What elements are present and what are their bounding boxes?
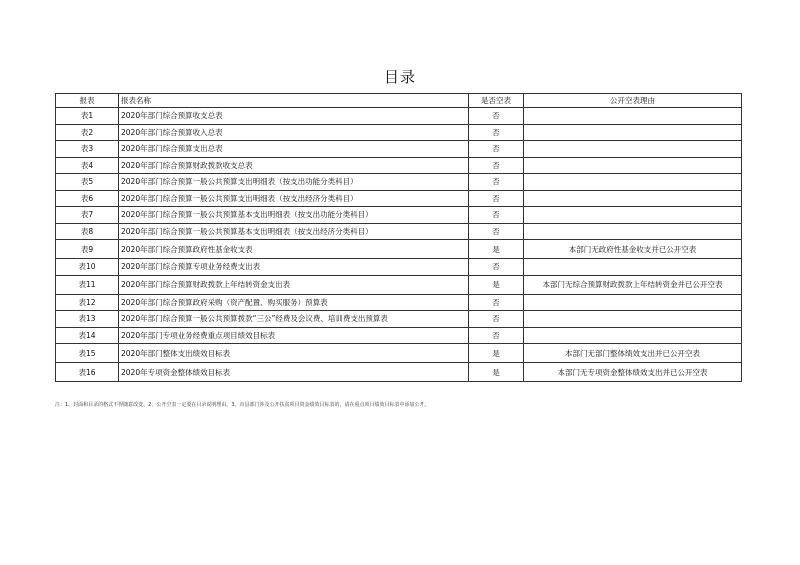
row-report-id: 表15 <box>56 344 119 363</box>
table-row <box>56 294 742 311</box>
row-report-id: 表8 <box>56 223 119 240</box>
row-report-id: 表5 <box>56 174 119 191</box>
row-report-id: 表4 <box>56 157 119 174</box>
row-report-id: 表10 <box>56 259 119 276</box>
row-empty-reason: 本部门无专项资金整体绩效支出并已公开空表 <box>524 363 742 382</box>
catalog-table <box>55 93 742 382</box>
row-is-empty: 否 <box>469 157 524 174</box>
row-report-id: 表13 <box>56 311 119 328</box>
table-row <box>56 223 742 240</box>
row-empty-reason <box>524 223 742 240</box>
row-is-empty: 是 <box>469 240 524 259</box>
header-empty-reason: 公开空表理由 <box>524 94 742 108</box>
row-report-name: 2020年专项资金整体绩效目标表 <box>119 363 469 382</box>
row-report-name: 2020年部门综合预算收入总表 <box>119 124 469 141</box>
row-report-id: 表1 <box>56 108 119 125</box>
row-is-empty: 否 <box>469 207 524 224</box>
row-report-id: 表7 <box>56 207 119 224</box>
row-report-name: 2020年部门专项业务经费重点项目绩效目标表 <box>119 327 469 344</box>
table-header-row <box>56 94 742 108</box>
footnote: 注：1、封面和目录的格式不得随意改变。2、公开空表一定要在目录说明理由。3、市县部门涉及公开扶贫项目资金绩效目标表的，请在重点项目绩效目标表中添加公开。 <box>55 402 430 408</box>
row-report-id: 表11 <box>56 275 119 294</box>
row-report-name: 2020年部门综合预算财政拨款上年结转资金支出表 <box>119 275 469 294</box>
table-row <box>56 141 742 158</box>
row-is-empty: 否 <box>469 327 524 344</box>
row-report-id: 表3 <box>56 141 119 158</box>
row-empty-reason: 本部门无综合预算财政拨款上年结转资金并已公开空表 <box>524 275 742 294</box>
row-empty-reason <box>524 190 742 207</box>
table-row <box>56 363 742 382</box>
row-report-name: 2020年部门整体支出绩效目标表 <box>119 344 469 363</box>
row-is-empty: 否 <box>469 174 524 191</box>
table-row <box>56 327 742 344</box>
row-is-empty: 否 <box>469 141 524 158</box>
table-row <box>56 344 742 363</box>
row-report-name: 2020年部门综合预算一般公共预算拨款“三公”经费及会议费、培训费支出预算表 <box>119 311 469 328</box>
row-report-name: 2020年部门综合预算一般公共预算支出明细表（按支出经济分类科目） <box>119 190 469 207</box>
row-empty-reason: 本部门无政府性基金收支并已公开空表 <box>524 240 742 259</box>
header-report-name: 报表名称 <box>119 94 469 108</box>
row-empty-reason <box>524 294 742 311</box>
table-row <box>56 240 742 259</box>
row-is-empty: 是 <box>469 275 524 294</box>
row-report-name: 2020年部门综合预算政府采购（资产配置、购买服务）预算表 <box>119 294 469 311</box>
row-empty-reason <box>524 124 742 141</box>
table-row <box>56 108 742 125</box>
row-is-empty: 否 <box>469 108 524 125</box>
row-report-id: 表12 <box>56 294 119 311</box>
row-empty-reason <box>524 327 742 344</box>
row-report-id: 表6 <box>56 190 119 207</box>
table-row <box>56 174 742 191</box>
row-is-empty: 否 <box>469 190 524 207</box>
row-empty-reason <box>524 311 742 328</box>
row-report-name: 2020年部门综合预算政府性基金收支表 <box>119 240 469 259</box>
table-row <box>56 275 742 294</box>
row-report-name: 2020年部门综合预算一般公共预算支出明细表（按支出功能分类科目） <box>119 174 469 191</box>
row-report-name: 2020年部门综合预算财政拨款收支总表 <box>119 157 469 174</box>
row-empty-reason: 本部门无部门整体绩效支出并已公开空表 <box>524 344 742 363</box>
row-empty-reason <box>524 108 742 125</box>
row-report-name: 2020年部门综合预算支出总表 <box>119 141 469 158</box>
row-empty-reason <box>524 174 742 191</box>
row-report-name: 2020年部门综合预算一般公共预算基本支出明细表（按支出经济分类科目） <box>119 223 469 240</box>
table-row <box>56 207 742 224</box>
row-is-empty: 否 <box>469 294 524 311</box>
table-row <box>56 311 742 328</box>
row-empty-reason <box>524 207 742 224</box>
row-report-name: 2020年部门综合预算一般公共预算基本支出明细表（按支出功能分类科目） <box>119 207 469 224</box>
table-row <box>56 157 742 174</box>
row-report-id: 表14 <box>56 327 119 344</box>
row-is-empty: 否 <box>469 223 524 240</box>
row-report-name: 2020年部门综合预算收支总表 <box>119 108 469 125</box>
row-is-empty: 否 <box>469 124 524 141</box>
page-title: 目录 <box>383 68 416 86</box>
row-empty-reason <box>524 259 742 276</box>
row-report-id: 表9 <box>56 240 119 259</box>
row-report-id: 表16 <box>56 363 119 382</box>
table-row <box>56 190 742 207</box>
row-is-empty: 否 <box>469 311 524 328</box>
header-report-id: 报表 <box>56 94 119 108</box>
row-report-name: 2020年部门综合预算专项业务经费支出表 <box>119 259 469 276</box>
row-is-empty: 是 <box>469 363 524 382</box>
row-report-id: 表2 <box>56 124 119 141</box>
header-is-empty: 是否空表 <box>469 94 524 108</box>
row-is-empty: 否 <box>469 259 524 276</box>
row-is-empty: 是 <box>469 344 524 363</box>
table-row <box>56 259 742 276</box>
table-row <box>56 124 742 141</box>
row-empty-reason <box>524 157 742 174</box>
row-empty-reason <box>524 141 742 158</box>
